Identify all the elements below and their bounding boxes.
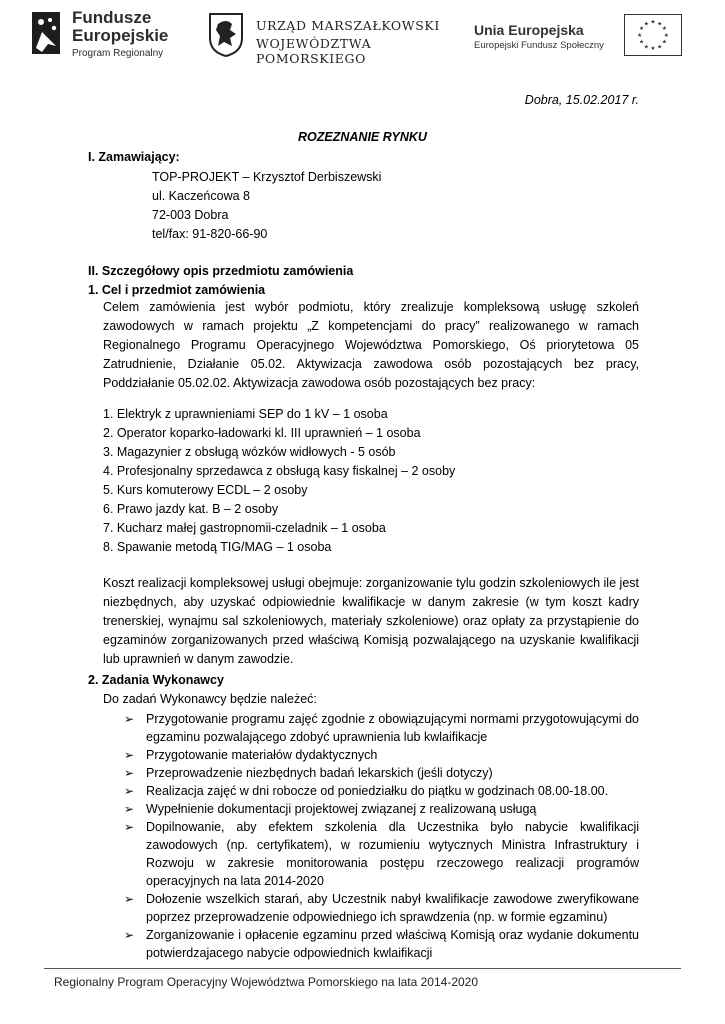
footer-divider xyxy=(44,968,681,969)
svg-text:★: ★ xyxy=(663,32,669,39)
document-date: Dobra, 15.02.2017 r. xyxy=(524,93,639,107)
list-item: 2. Operator koparko-ładowarki kl. III uprawnień – 1 osoba xyxy=(103,426,421,440)
cost-paragraph: Koszt realizacji kompleksowej usługi obejmuje: zorganizowanie tylu godzin szkoleniowych ile jest niezbędnych, aby uzyskać odpiowiednie kwalifikacje w danym zakresie (w tym koszt kadry trenerskiej, wynajmu sal szkoleniowych, materiały szkoleniowe) oraz opłaty za przystąpienie do egzaminów zorganizowanych przed właściwą Komisją pozwalającego na uzyskanie kwalifikacji lub uprawnień w danym zawodzie. xyxy=(103,576,639,666)
svg-text:★: ★ xyxy=(661,26,667,33)
svg-text:★: ★ xyxy=(650,19,656,26)
arrow-bullet-icon: ➢ xyxy=(124,766,135,780)
contractor-phone: tel/fax: 91-820-66-90 xyxy=(152,227,268,241)
list-item: ➢ Realizacja zajęć w dni robocze od poniedziałku do piątku w godzinach 08.00-18.00. xyxy=(124,784,609,798)
fe-logo-line1: Fundusze xyxy=(72,8,152,27)
svg-text:★: ★ xyxy=(643,44,649,51)
arrow-bullet-icon: ➢ xyxy=(124,892,135,906)
ue-logo-line2: Europejski Fundusz Społeczny xyxy=(474,40,604,51)
page-header xyxy=(0,0,725,70)
list-item: 8. Spawanie metodą TIG/MAG – 1 osoba xyxy=(103,540,332,554)
svg-text:★: ★ xyxy=(657,21,663,28)
unia-europejska-logo xyxy=(470,12,710,60)
subsection-1-heading: 1. Cel i przedmiot zamówienia xyxy=(88,283,266,297)
contractor-name: TOP-PROJEKT – Krzysztof Derbiszewski xyxy=(152,170,382,184)
svg-text:★: ★ xyxy=(643,21,649,28)
list-item: 3. Magazynier z obsługą wózków widłowych - 5 osób xyxy=(103,445,396,459)
list-item: ➢ Dołozenie wszelkich starań, aby Uczestnik nabył kwalifikacje zawodowe zweryfikowane poprzez przeprowadzenie odpowiedniego ich sprawdzenia (np. w formie egzaminu) xyxy=(124,892,639,924)
list-item: ➢ Dopilnowanie, aby efektem szkolenia dla Uczestnika było nabycie kwalifikacji zawodowych (np. certyfikatem), w rozumieniu wytycznych Ministra Infrastruktury i Rozwoju w zakresie monitorowania postępu rzeczowego realizacji programów operacyjnych na lata 2014-2020 xyxy=(124,820,639,888)
tasks-list xyxy=(122,710,639,962)
contractor-postal: 72-003 Dobra xyxy=(152,208,229,222)
svg-text:★: ★ xyxy=(661,39,667,46)
svg-text:★: ★ xyxy=(657,44,663,51)
svg-text:★: ★ xyxy=(639,26,645,33)
page-footer: Regionalny Program Operacyjny Województwa Pomorskiego na lata 2014-2020 xyxy=(54,975,479,989)
svg-text:★: ★ xyxy=(650,46,656,53)
svg-text:★: ★ xyxy=(639,39,645,46)
document-title: ROZEZNANIE RYNKU xyxy=(298,130,427,144)
list-item: 6. Prawo jazdy kat. B – 2 osoby xyxy=(103,502,279,516)
urzad-marszalkowski-logo xyxy=(208,10,468,66)
list-item: 1. Elektryk z uprawnieniami SEP do 1 kV – 1 osoba xyxy=(103,407,388,421)
list-item: ➢ Wypełnienie dokumentacji projektowej związanej z realizowaną usługą xyxy=(124,802,537,816)
list-item: ➢ Przygotowanie programu zajęć zgodnie z obowiązującymi normami przygotowującymi do egzaminu pozwalającego zdobyć uprawnienia lub kwlaifikacje xyxy=(124,712,639,744)
fundusze-europejskie-logo xyxy=(30,6,190,62)
list-item: 7. Kucharz małej gastropnomii-czeladnik – 1 osoba xyxy=(103,521,386,535)
course-list xyxy=(103,405,455,557)
svg-text:★: ★ xyxy=(637,32,643,39)
arrow-bullet-icon: ➢ xyxy=(124,712,135,726)
arrow-bullet-icon: ➢ xyxy=(124,784,135,798)
arrow-bullet-icon: ➢ xyxy=(124,928,135,942)
fe-logo-line3: Program Regionalny xyxy=(72,48,164,59)
subsection-2-heading: 2. Zadania Wykonawcy xyxy=(88,673,224,687)
tasks-intro: Do zadań Wykonawcy będzie należeć: xyxy=(103,692,317,706)
contractor-street: ul. Kaczeńcowa 8 xyxy=(152,189,250,203)
list-item: 4. Profesjonalny sprzedawca z obsługą kasy fiskalnej – 2 osoby xyxy=(103,464,456,478)
list-item: ➢ Przeprowadzenie niezbędnych badań lekarskich (jeśli dotyczy) xyxy=(124,766,493,780)
list-item: 5. Kurs komuterowy ECDL – 2 osoby xyxy=(103,483,308,497)
griffin-crest-icon xyxy=(208,12,244,58)
um-logo-line1: URZĄD MARSZAŁKOWSKI xyxy=(256,18,440,33)
list-item: ➢ Zorganizowanie i opłacenie egzaminu przed właściwą Komisją oraz wydanie dokumentu potwierdzajacego nabycie odpowiednich kwlaifikacji xyxy=(124,928,639,960)
arrow-bullet-icon: ➢ xyxy=(124,820,135,834)
section-2-heading: II. Szczegółowy opis przedmiotu zamówienia xyxy=(88,264,354,278)
fe-flag-icon xyxy=(30,8,64,58)
arrow-bullet-icon: ➢ xyxy=(124,748,135,762)
eu-flag-icon xyxy=(624,14,682,56)
list-item: ➢ Przygotowanie materiałów dydaktycznych xyxy=(124,748,378,762)
purpose-paragraph: Celem zamówienia jest wybór podmiotu, który zrealizuje kompleksową usługę szkoleń zawodowych w ramach projektu „Z kompetencjami do pracy” realizowanego w ramach Regionalnego Programu Operacyjnego Województwa Pomorskiego, Oś priorytetowa 05 Zatrudnienie, Działanie 05.02. Aktywizacja zawodowa osób pozostających bez pracy, Poddziałanie 05.02.02. Aktywizacja zawodowa osób pozostających bez pracy: xyxy=(103,300,639,390)
ue-logo-line1: Unia Europejska xyxy=(474,22,584,38)
section-1-heading: I. Zamawiający: xyxy=(88,150,180,164)
arrow-bullet-icon: ➢ xyxy=(124,802,135,816)
fe-logo-line2: Europejskie xyxy=(72,26,169,45)
um-logo-line2: WOJEWÓDZTWA POMORSKIEGO xyxy=(256,36,372,66)
